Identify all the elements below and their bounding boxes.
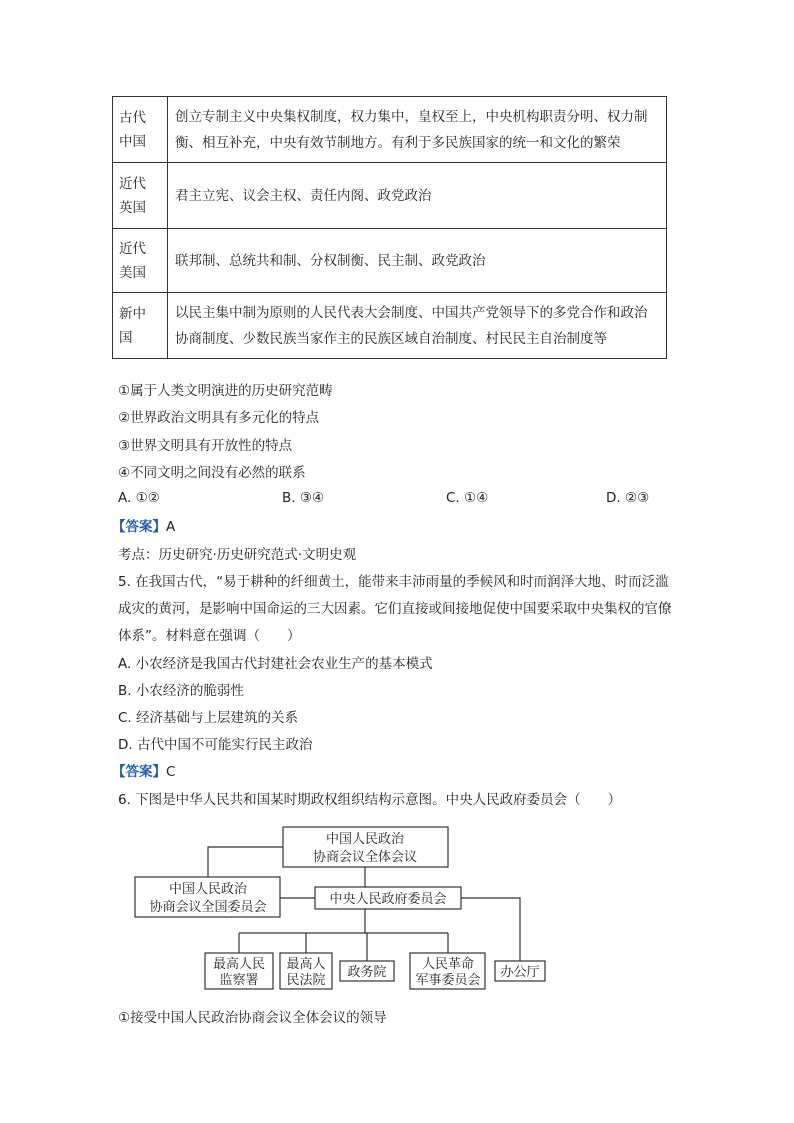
label-top-1: 中国人民政治: [325, 832, 405, 847]
q5-option-c: C. 经济基础与上层建筑的关系: [118, 710, 299, 726]
q6-stem: 6. 下图是中华人民共和国某时期政权组织结构示意图。中央人民政府委员会（ ）: [118, 792, 622, 808]
answer-label: 【答案】: [112, 764, 166, 780]
label-child-4b: 军事委员会: [415, 973, 481, 988]
q4-statement-4: ④不同文明之间没有必然的联系: [118, 465, 306, 481]
q4-option-d: D. ②③: [606, 490, 650, 506]
q4-option-c: C. ①④: [446, 490, 489, 506]
comparison-table: [112, 96, 667, 359]
q4-statement-2: ②世界政治文明具有多元化的特点: [118, 410, 320, 426]
row-content: 君主立宪、议会主权、责任内阁、政党政治: [168, 163, 667, 229]
label-child-2a: 最高人: [286, 957, 326, 972]
q4-option-a: A. ①②: [118, 490, 160, 506]
row-label: 近代 美国: [113, 229, 168, 293]
label-child-2b: 民法院: [286, 973, 326, 988]
q6-statement-1: ①接受中国人民政治协商会议全体会议的领导: [118, 1010, 387, 1026]
q4-statement-1: ①属于人类文明演进的历史研究范畴: [118, 383, 333, 399]
government-structure-diagram: [130, 825, 560, 995]
label-child-3: 政务院: [347, 965, 387, 980]
q5-option-a: A. 小农经济是我国古代封建社会农业生产的基本模式: [118, 656, 433, 672]
row-content: 联邦制、总统共和制、分权制衡、民主制、政党政治: [168, 229, 667, 293]
label-child-1b: 监察署: [219, 973, 259, 988]
q5-option-b: B. 小农经济的脆弱性: [118, 683, 244, 699]
answer-value: C: [166, 764, 176, 780]
row-label: 近代 英国: [113, 163, 168, 229]
answer-label: 【答案】: [112, 519, 166, 535]
q4-statement-3: ③世界文明具有开放性的特点: [118, 438, 293, 454]
table-row: [113, 229, 667, 293]
q4-note: 考点：历史研究·历史研究范式·文明史观: [118, 547, 357, 563]
row-label: 古代 中国: [113, 97, 168, 163]
q5-stem: 5. 在我国古代，“易于耕种的纤细黄土，能带来丰沛雨量的季候风和时而润泽大地、时而泛滥成灾的黄河，是影响中国命运的三大因素。它们直接或间接地促使中国要采取中央集权的官僚体系”。材料意在强调（ ）: [118, 574, 672, 644]
q5-answer: [112, 762, 175, 782]
row-content: 创立专制主义中央集权制度，权力集中，皇权至上，中央机构职责分明、权力制衡、相互补充，中央有效节制地方。有利于多民族国家的统一和文化的繁荣: [168, 97, 667, 163]
q4-option-b: B. ③④: [282, 490, 325, 506]
label-child-5: 办公厅: [500, 965, 540, 980]
label-top-2: 协商会议全体会议: [312, 850, 418, 865]
label-left-2: 协商会议全国委员会: [149, 900, 267, 915]
table-row: [113, 163, 667, 229]
label-child-1a: 最高人民: [212, 957, 266, 972]
row-content: 以民主集中制为原则的人民代表大会制度、中国共产党领导下的多党合作和政治协商制度、少数民族当家作主的民族区域自治制度、村民民主自治制度等: [168, 293, 667, 359]
q5-option-d: D. 古代中国不可能实行民主政治: [118, 737, 313, 753]
label-left-1: 中国人民政治: [168, 882, 248, 897]
table-row: [113, 97, 667, 163]
answer-value: A: [166, 519, 176, 535]
label-child-4a: 人民革命: [421, 957, 475, 972]
label-center: 中央人民政府委员会: [329, 892, 447, 907]
row-label: 新中 国: [113, 293, 168, 359]
q4-answer: [112, 517, 175, 537]
table-row: [113, 293, 667, 359]
